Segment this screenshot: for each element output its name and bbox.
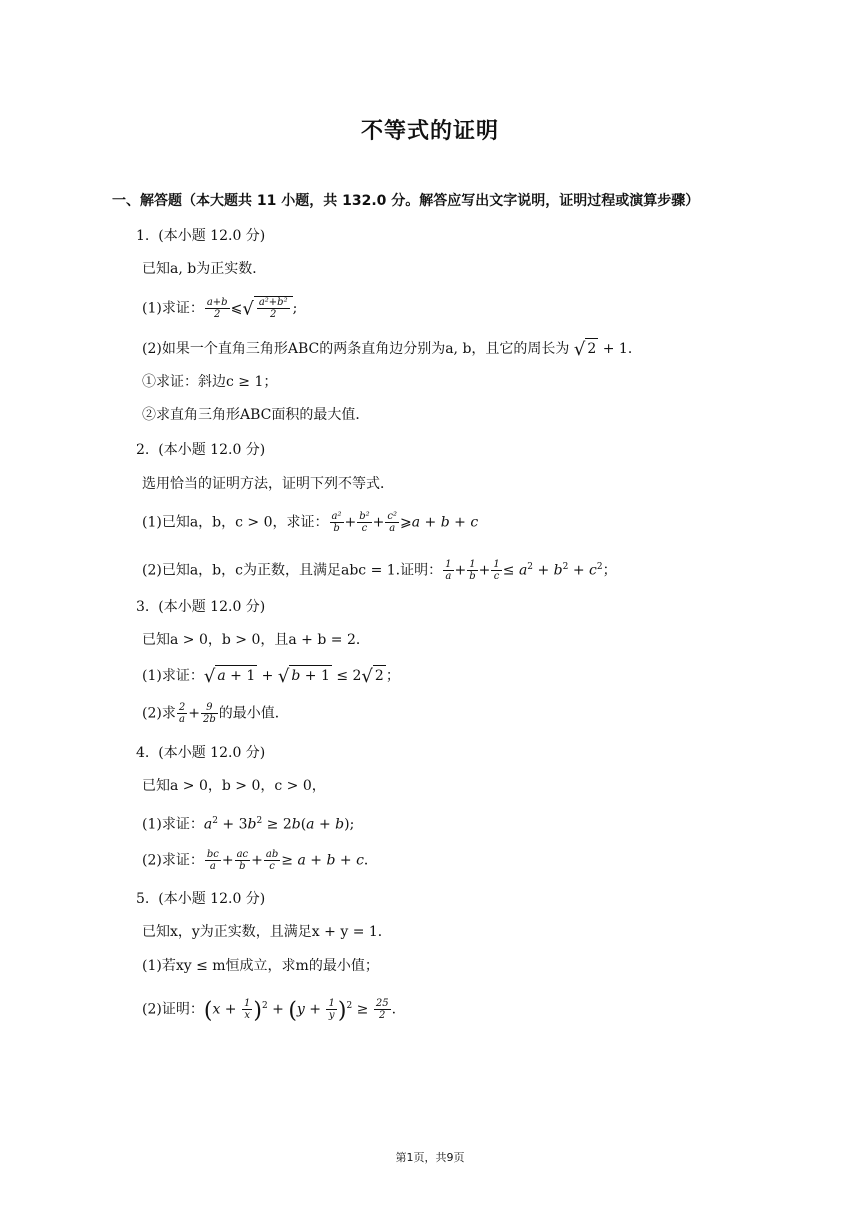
page-title: 不等式的证明 — [360, 119, 499, 144]
q4-line-3: (2)求证： $\frac{bc}{a}$ + $\frac{ac}{b}$ + $\frac{ab}{c}$ ≥ a + b + c． — [142, 849, 378, 872]
q4-line-2: (1)求证：$a^2 + 3b^2 \ge 2b(a + b)$; — [142, 816, 355, 833]
question-points: (本小题 12.0 分) — [158, 228, 266, 244]
question-4-header — [136, 743, 265, 763]
question-points: (本小题 12.0 分) — [158, 891, 266, 907]
q3-line-2: (1)求证：√ a + 1 + √ b + 1 ≤ 2√ 2 ； — [142, 666, 400, 687]
q1-line-4: ①求证：斜边c ≥ 1； — [142, 374, 278, 390]
question-points: (本小题 12.0 分) — [158, 599, 266, 615]
q3-line-1: 已知a > 0，b > 0，且a + b = 2． — [142, 632, 370, 648]
page-footer: 第1页，共9页 — [395, 1151, 465, 1164]
q5-line-3: (2)证明：(x + $\frac{1}{x}$ )$^2$ + (y + $\frac{1}{y}$ )$^2$ ≥ $\frac{25}{2}$ . — [142, 998, 397, 1024]
q5-line-1: 已知x，y为正实数，且满足x + y = 1． — [142, 924, 392, 940]
q5-line-2: (1)若xy ≤ m恒成立，求m的最小值； — [142, 958, 379, 974]
question-number: 2. — [136, 442, 150, 458]
q1-line-1: 已知a, b为正实数． — [142, 261, 267, 277]
q2-line-2: (1)已知a，b，c > 0，求证： $\frac{\text{a²}}{b}$ + $\frac{\text{b²}}{c}$ + $\frac{\text{c²}}{a}$ ⩾a + b + c — [142, 511, 479, 534]
q3-line-3: (2)求 $\frac{2}{a}$ + $\frac{9}{2b}$ 的最小值． — [142, 702, 289, 725]
q1-line-5: ②求直角三角形ABC面积的最大值． — [142, 407, 370, 423]
question-number: 3. — [136, 599, 150, 615]
question-points: (本小题 12.0 分) — [158, 442, 266, 458]
q2-line-3: (2)已知a，b，c为正数，且满足abc = 1.证明： $\frac{1}{a}$ + $\frac{1}{b}$ + $\frac{1}{c}$ ≤ $a^2 + b^2 + c^2$； — [142, 559, 617, 583]
question-5-header — [136, 889, 265, 909]
math-fraction: $\frac{a+b}{2}$ — [206, 297, 228, 320]
q2-line-1: 选用恰当的证明方法，证明下列不等式． — [142, 476, 394, 492]
question-points: (本小题 12.0 分) — [158, 745, 266, 761]
question-number: 5. — [136, 891, 150, 907]
question-1-header — [136, 226, 265, 246]
section-header: 一、解答题（本大题共 11 小题，共 132.0 分。解答应写出文字说明，证明过程或演算步骤） — [112, 193, 700, 209]
q1-line-2: (1)求证： $\frac{a+b}{2}$ ⩽√ $\frac{\text{a²+b²}}{2}$ ; — [142, 297, 298, 320]
question-2-header — [136, 440, 265, 460]
question-3-header — [136, 597, 265, 617]
q1-line-3: (2)如果一个直角三角形ABC的两条直角边分别为a, b，且它的周长为 √ 2 + 1． — [142, 339, 642, 360]
question-number: 1. — [136, 228, 150, 244]
q4-line-1: 已知a > 0，b > 0，c > 0， — [142, 778, 326, 794]
question-number: 4. — [136, 745, 150, 761]
